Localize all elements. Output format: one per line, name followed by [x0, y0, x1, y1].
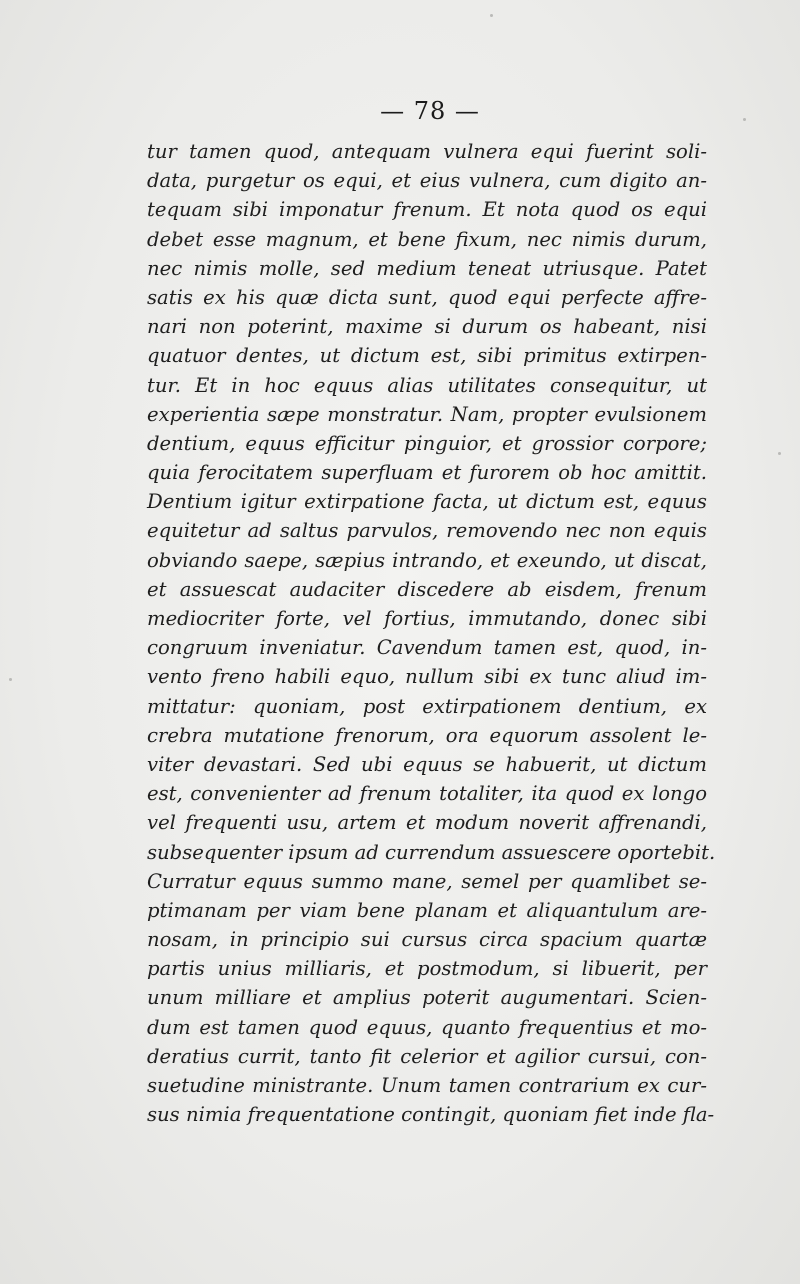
text-line: nec nimis molle, sed medium teneat utriusque. Patet	[147, 256, 707, 280]
text-line: debet esse magnum, et bene fixum, nec nimis durum,	[147, 227, 707, 251]
text-line: mediocriter forte, vel fortius, immutando, donec sibi	[147, 607, 707, 630]
text-line: subsequenter ipsum ad currendum assuescere oportebit.	[147, 840, 716, 864]
text-line: data, purgetur os equi, et eius vulnera, cum digito an-	[147, 169, 707, 193]
paper-speck	[490, 14, 493, 17]
text-line: vento freno habili equo, nullum sibi ex tunc aliud im-	[147, 665, 707, 689]
text-line: dum est tamen quod equus, quanto frequentius et mo-	[147, 1015, 707, 1039]
text-line: nosam, in principio sui cursus circa spacium quartæ	[147, 928, 707, 952]
text-line: obviando saepe, sæpius intrando, et exeundo, ut discat,	[147, 548, 707, 572]
text-line: tur tamen quod, antequam vulnera equi fuerint soli-	[147, 140, 707, 163]
paper-speck	[743, 118, 746, 121]
page-number: — 78 —	[380, 97, 480, 125]
text-line: viter devastari. Sed ubi equus se habuerit, ut dictum	[147, 752, 707, 776]
paper-speck	[9, 678, 12, 681]
text-line: equitetur ad saltus parvulos, removendo nec non equis	[147, 519, 707, 543]
text-line: vel frequenti usu, artem et modum noverit affrenandi,	[147, 811, 707, 835]
text-line: et assuescat audaciter discedere ab eisdem, frenum	[147, 577, 707, 601]
text-line: partis unius milliaris, et postmodum, si libuerit, per	[147, 957, 707, 981]
text-line: crebra mutatione frenorum, ora equorum assolent le-	[147, 723, 707, 747]
text-line: est, convenienter ad frenum totaliter, ita quod ex longo	[147, 782, 707, 806]
text-line: quia ferocitatem superfluam et furorem ob hoc amittit.	[147, 461, 707, 485]
text-line: congruum inveniatur. Cavendum tamen est, quod, in-	[147, 636, 707, 660]
text-line: Dentium igitur extirpatione facta, ut dictum est, equus	[147, 490, 707, 514]
text-line: tur. Et in hoc equus alias utilitates consequitur, ut	[147, 373, 707, 397]
text-line: satis ex his quæ dicta sunt, quod equi perfecte affre-	[147, 285, 707, 309]
text-line: tequam sibi imponatur frenum. Et nota quod os equi	[147, 198, 707, 222]
text-line: ptimanam per viam bene planam et aliquantulum are-	[147, 898, 707, 922]
text-line: quatuor dentes, ut dictum est, sibi primitus extirpen-	[147, 344, 707, 368]
text-line: mittatur: quoniam, post extirpationem dentium, ex	[147, 694, 707, 718]
text-line: Curratur equus summo mane, semel per quamlibet se-	[147, 869, 707, 893]
text-line: nari non poterint, maxime si durum os habeant, nisi	[147, 315, 707, 339]
paper-speck	[778, 452, 781, 455]
text-line: experientia sæpe monstratur. Nam, propter evulsionem	[147, 402, 707, 426]
text-line: unum milliare et amplius poterit augumentari. Scien-	[147, 986, 707, 1010]
text-line: sus nimia frequentatione contingit, quoniam fiet inde fla-	[147, 1103, 715, 1127]
body-text	[147, 137, 716, 1129]
text-line: dentium, equus efficitur pinguior, et grossior corpore;	[147, 431, 707, 455]
text-line: suetudine ministrante. Unum tamen contrarium ex cur-	[147, 1074, 707, 1097]
text-line: deratius currit, tanto fit celerior et agilior cursui, con-	[147, 1044, 707, 1068]
